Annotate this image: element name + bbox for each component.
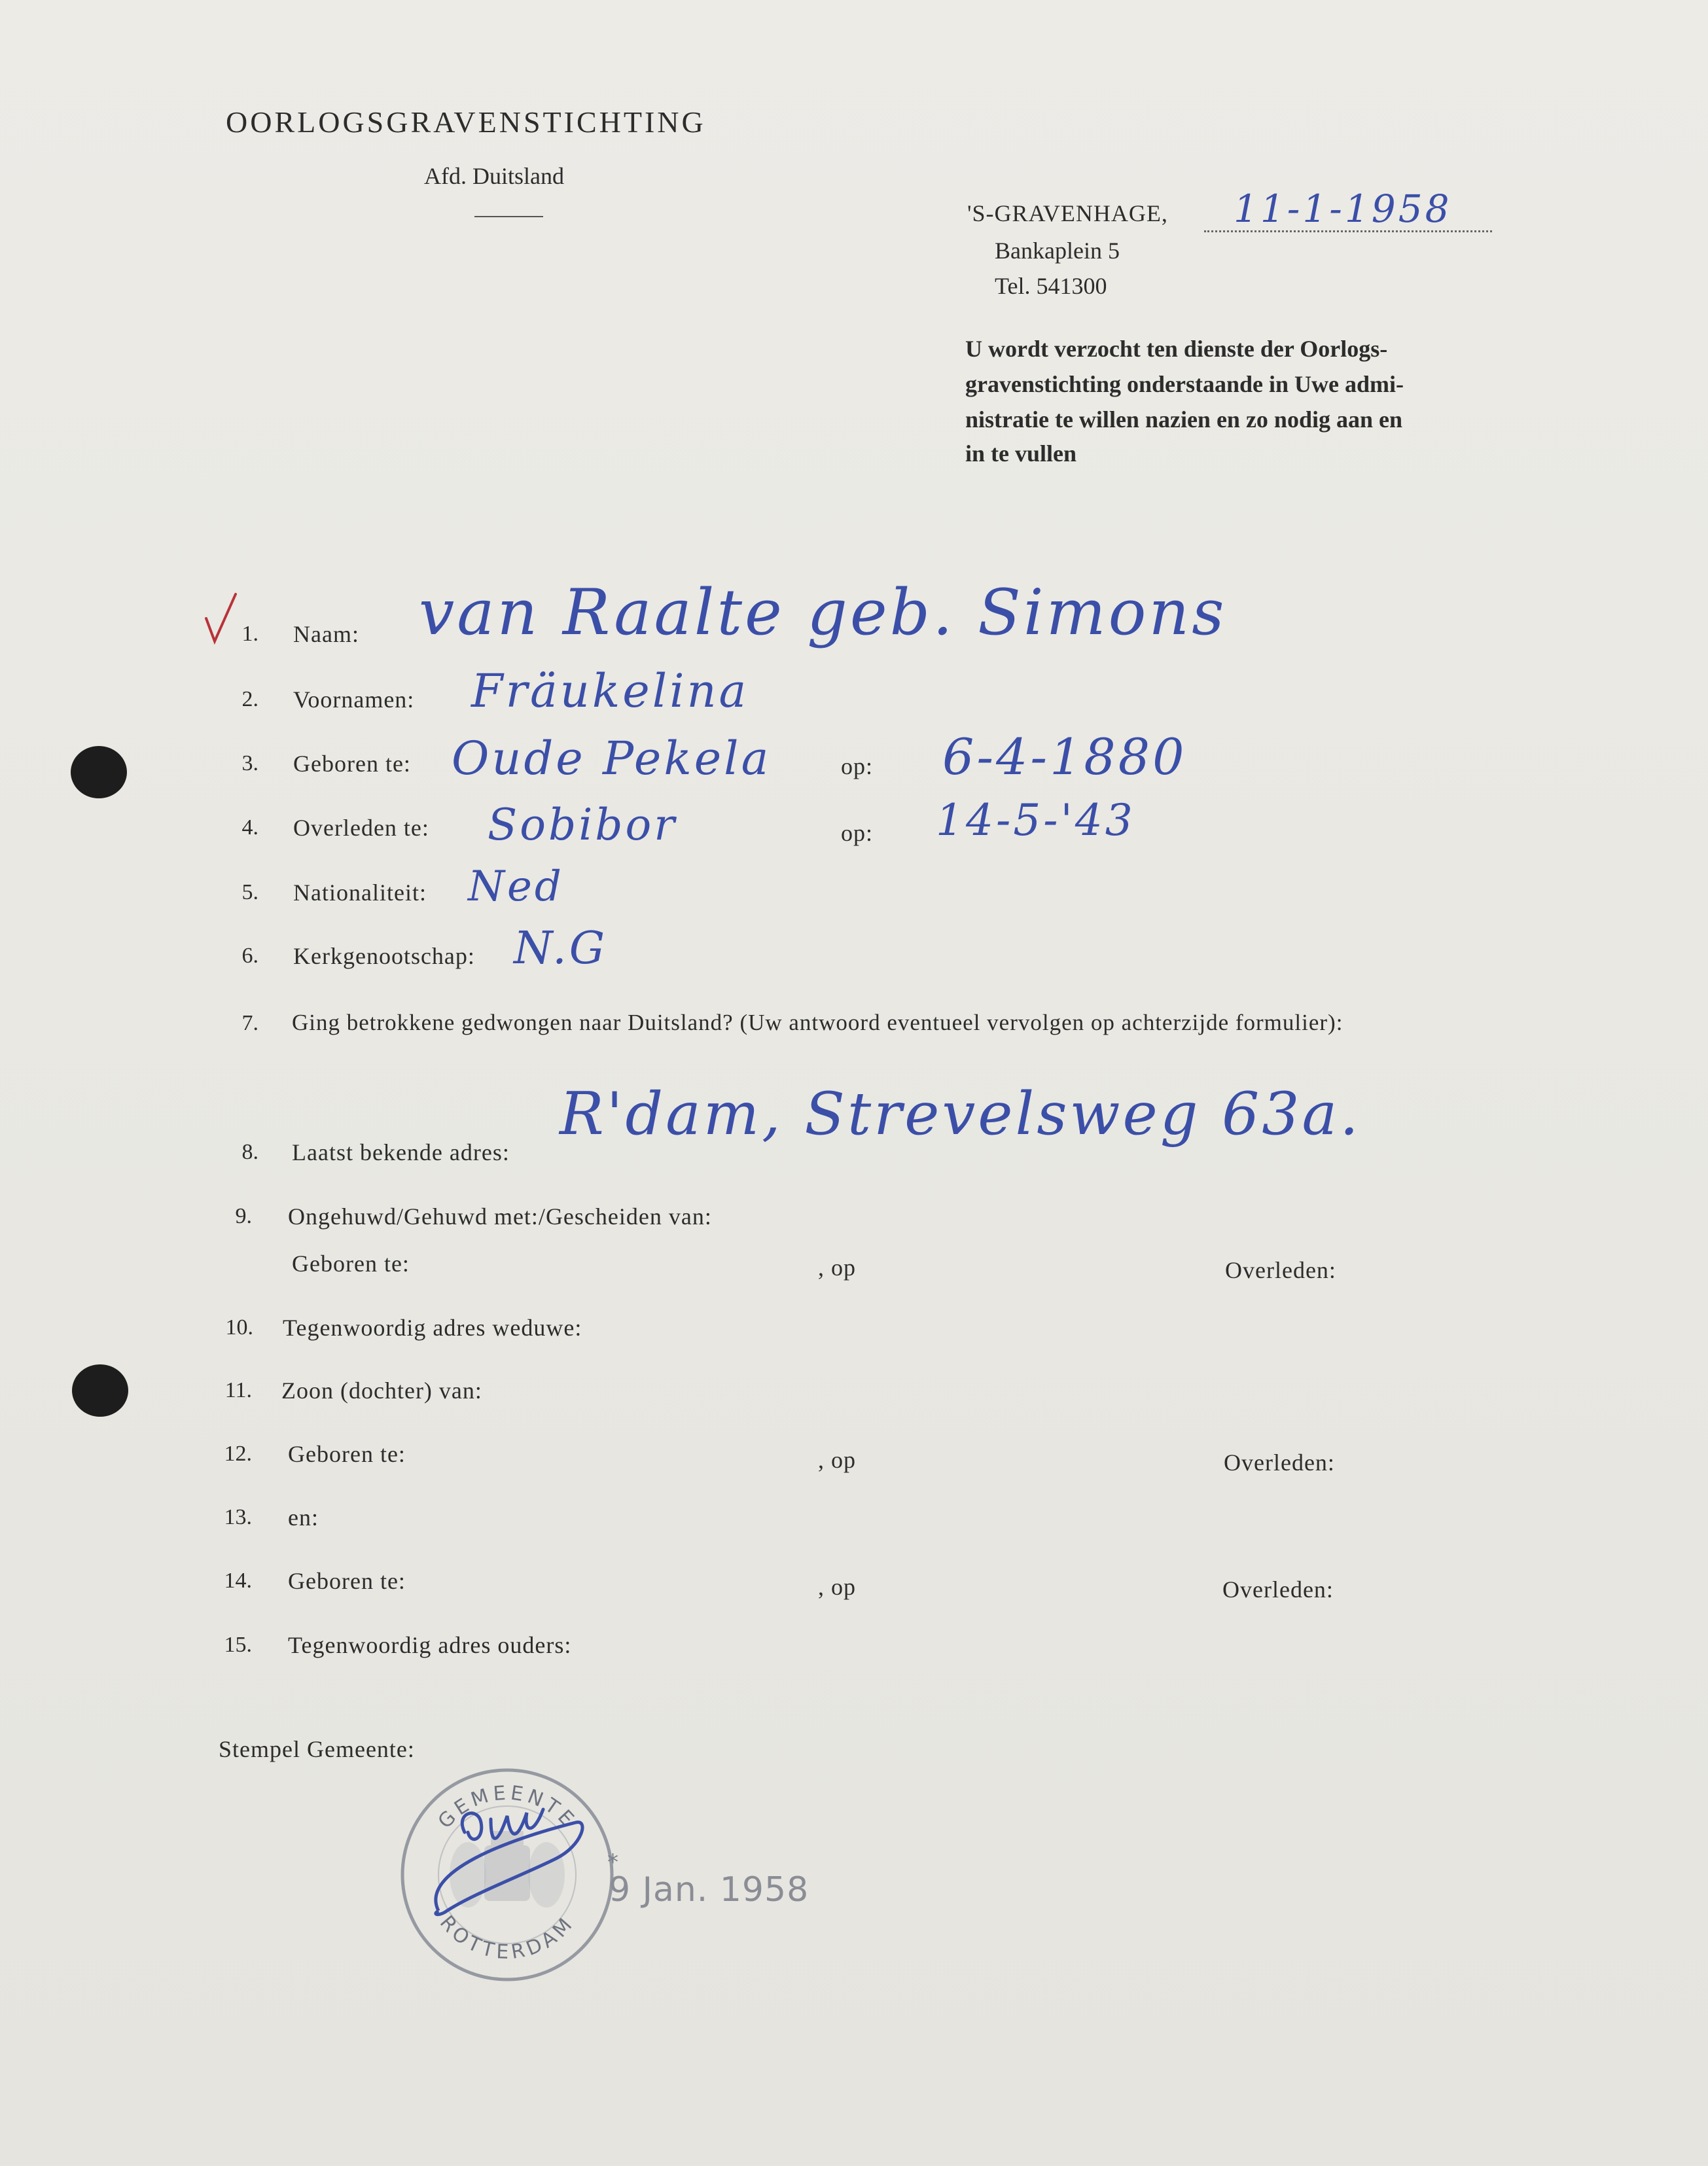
q14-op-label: , op bbox=[818, 1574, 856, 1600]
q6-label: Kerkgenootschap: bbox=[293, 943, 475, 969]
q4-place: Sobibor bbox=[488, 800, 677, 850]
q4-op-label: op: bbox=[841, 820, 874, 846]
q14-label: Geboren te: bbox=[288, 1568, 406, 1594]
q2-number: 2. bbox=[241, 687, 258, 711]
q7-label: Ging betrokkene gedwongen naar Duitsland? (Uw antwoord eventueel vervolgen op achterzijde formulier): bbox=[292, 1010, 1343, 1035]
q3-number: 3. bbox=[241, 751, 258, 775]
q10-label: Tegenwoordig adres weduwe: bbox=[283, 1315, 582, 1341]
q5-value: Ned bbox=[468, 862, 564, 911]
q4-label: Overleden te: bbox=[293, 815, 429, 841]
street-address: Bankaplein 5 bbox=[995, 238, 1120, 264]
q3-op-label: op: bbox=[841, 753, 874, 779]
seal-bottom-text: ROTTERDAM bbox=[435, 1911, 580, 1964]
q5-number: 5. bbox=[241, 880, 258, 904]
q9-label: Ongehuwd/Gehuwd met:/Gescheiden van: bbox=[288, 1203, 712, 1230]
q14-number: 14. bbox=[224, 1569, 252, 1593]
q3-label: Geboren te: bbox=[293, 751, 411, 777]
q4-date: 14-5-'43 bbox=[936, 795, 1135, 845]
q3-date: 6-4-1880 bbox=[942, 728, 1187, 786]
municipal-seal-icon bbox=[393, 1760, 622, 1989]
q2-label: Voornamen: bbox=[293, 686, 415, 713]
q8-label: Laatst bekende adres: bbox=[292, 1139, 510, 1165]
instruction-line-4: in te vullen bbox=[965, 440, 1077, 467]
q9-born-label: Geboren te: bbox=[292, 1251, 410, 1277]
instruction-line-1: U wordt verzocht ten dienste der Oorlogs- bbox=[965, 336, 1388, 362]
q5-label: Nationaliteit: bbox=[293, 879, 427, 906]
header-divider bbox=[474, 216, 543, 217]
punch-hole-bottom bbox=[72, 1364, 128, 1417]
q9-died-label: Overleden: bbox=[1225, 1257, 1336, 1283]
q9-number: 9. bbox=[235, 1204, 252, 1228]
q12-label: Geboren te: bbox=[288, 1441, 406, 1467]
q1-value: van Raalte geb. Simons bbox=[419, 576, 1227, 649]
q11-number: 11. bbox=[224, 1378, 252, 1402]
department: Afd. Duitsland bbox=[424, 163, 564, 189]
q11-label: Zoon (dochter) van: bbox=[281, 1377, 482, 1404]
stamp-label: Stempel Gemeente: bbox=[219, 1736, 415, 1762]
q13-label: en: bbox=[288, 1504, 319, 1531]
q8-number: 8. bbox=[241, 1140, 258, 1164]
q8-value: R'dam, Strevelsweg 63a. bbox=[560, 1080, 1361, 1148]
city-label: 'S-GRAVENHAGE, bbox=[967, 200, 1168, 226]
svg-text:ROTTERDAM bbox=[435, 1911, 579, 1964]
q2-value: Fräukelina bbox=[471, 664, 749, 718]
q10-number: 10. bbox=[225, 1315, 253, 1340]
svg-text:*: * bbox=[607, 1849, 618, 1875]
q12-op-label: , op bbox=[818, 1447, 856, 1473]
seal-top-text: GEMEENTE bbox=[433, 1781, 581, 1834]
q1-number: 1. bbox=[241, 622, 258, 646]
q14-died-label: Overleden: bbox=[1222, 1576, 1334, 1603]
letter-date: 11-1-1958 bbox=[1234, 186, 1452, 231]
org-name: OORLOGSGRAVENSTICHTING bbox=[226, 105, 706, 139]
q6-number: 6. bbox=[241, 944, 258, 968]
q13-number: 13. bbox=[224, 1505, 252, 1529]
q15-number: 15. bbox=[224, 1633, 252, 1657]
instruction-line-2: gravenstichting onderstaande in Uwe admi- bbox=[965, 371, 1404, 397]
q1-label: Naam: bbox=[293, 621, 359, 647]
instruction-line-3: nistratie te willen nazien en zo nodig aan en bbox=[965, 406, 1402, 433]
phone-number: Tel. 541300 bbox=[995, 273, 1107, 299]
stamp-date: 9 Jan. 1958 bbox=[609, 1870, 810, 1909]
q15-label: Tegenwoordig adres ouders: bbox=[288, 1632, 572, 1658]
q7-number: 7. bbox=[241, 1011, 258, 1035]
q4-number: 4. bbox=[241, 815, 258, 840]
q3-place: Oude Pekela bbox=[452, 732, 772, 785]
q9-op-label: , op bbox=[818, 1254, 856, 1281]
q12-died-label: Overleden: bbox=[1224, 1449, 1335, 1476]
q12-number: 12. bbox=[224, 1442, 252, 1466]
punch-hole-top bbox=[71, 746, 127, 798]
q6-value: N.G bbox=[514, 923, 608, 974]
